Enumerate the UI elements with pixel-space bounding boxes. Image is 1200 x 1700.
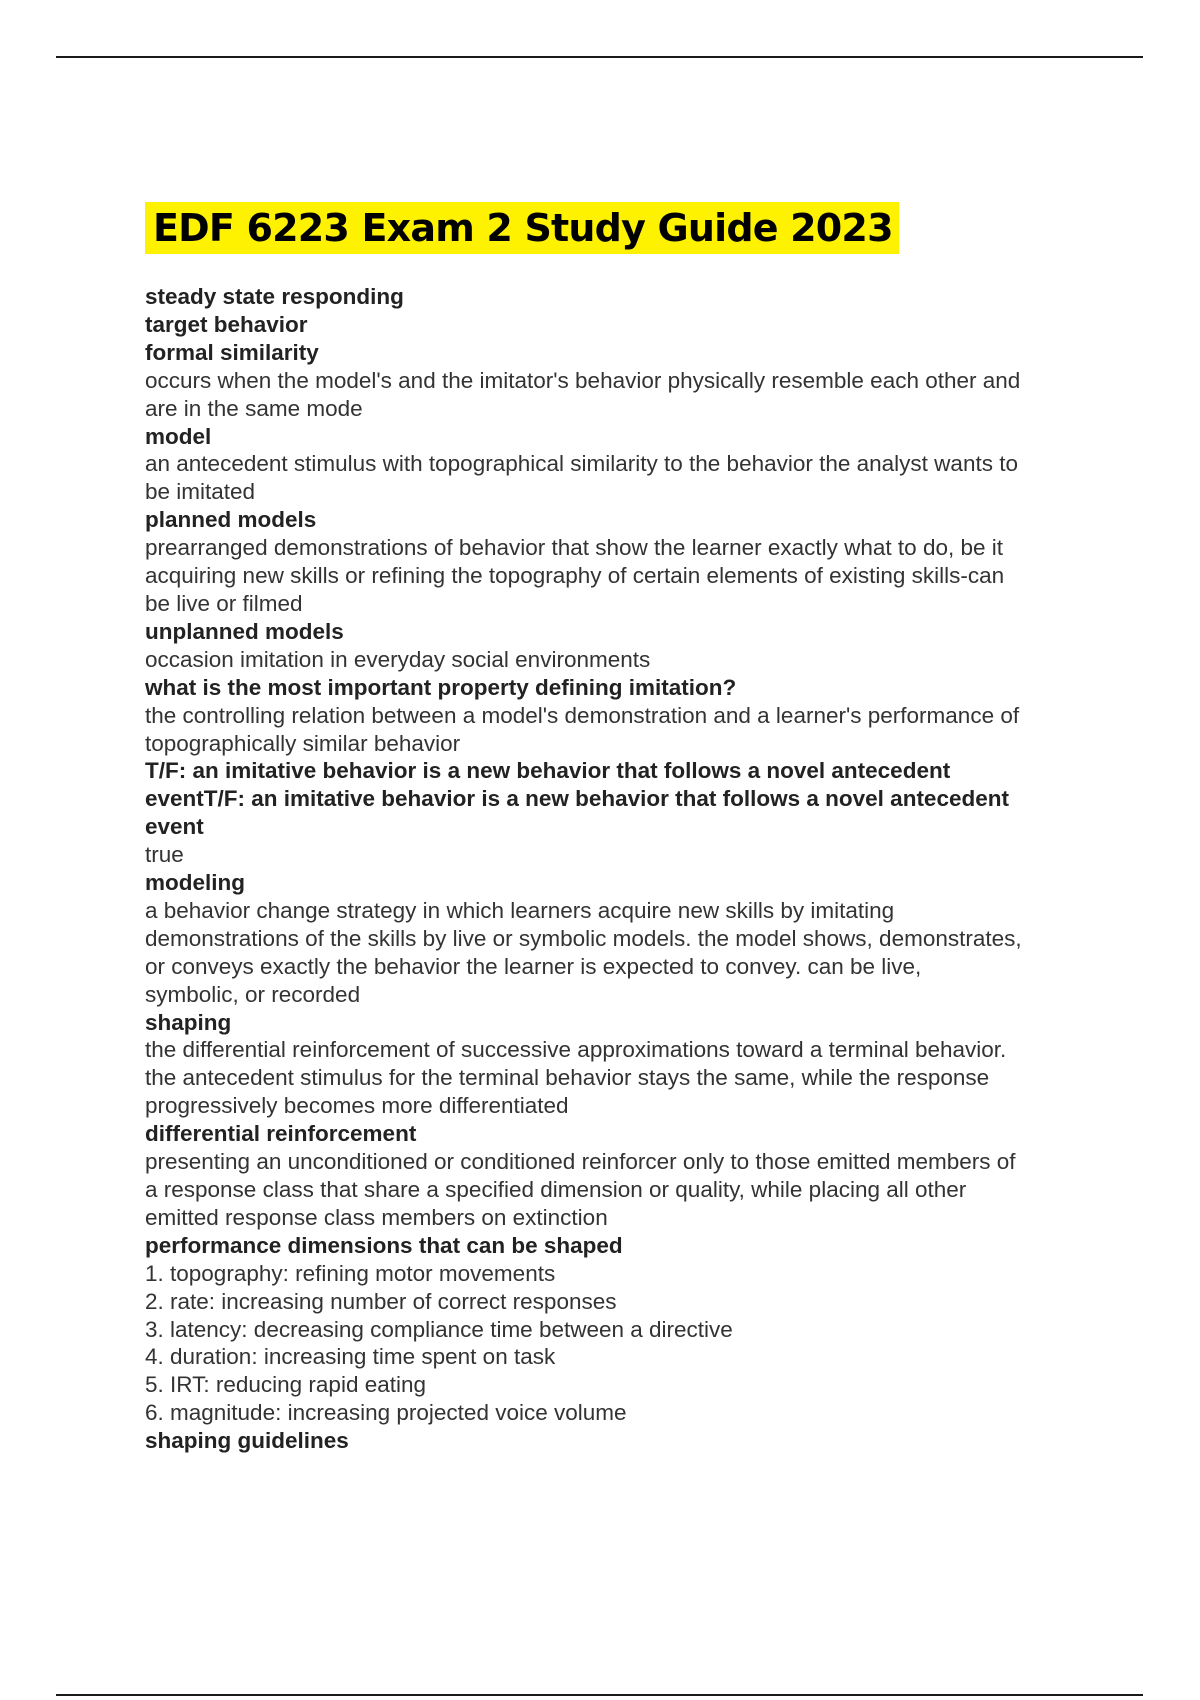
definition-line: presenting an unconditioned or conditioned reinforcer only to those emitted members of (145, 1149, 1016, 1175)
term-heading: planned models (145, 507, 317, 533)
term-heading: performance dimensions that can be shaped (145, 1232, 623, 1258)
definition-line: an antecedent stimulus with topographical similarity to the behavior the analyst wants to (145, 451, 1018, 477)
definition-line: 3. latency: decreasing compliance time between a directive (145, 1316, 733, 1342)
term-heading: shaping (145, 1009, 232, 1035)
definition-line: or conveys exactly the behavior the learner is expected to convey. can be live, (145, 953, 922, 979)
term-heading: model (145, 423, 212, 449)
term-heading: event (145, 814, 204, 840)
definition-line: occurs when the model's and the imitator's behavior physically resemble each other and (145, 367, 1021, 393)
definition-line: 2. rate: increasing number of correct responses (145, 1288, 617, 1314)
definition-line: progressively becomes more differentiated (145, 1093, 569, 1119)
definition-line: be live or filmed (145, 590, 303, 616)
term-heading: target behavior (145, 311, 308, 337)
term-heading: eventT/F: an imitative behavior is a new behavior that follows a novel antecedent (145, 786, 1009, 812)
definition-line: the differential reinforcement of successive approximations toward a terminal behavior. (145, 1037, 1007, 1063)
document-title: EDF 6223 Exam 2 Study Guide 2023 (145, 202, 899, 254)
definition-line: demonstrations of the skills by live or symbolic models. the model shows, demonstrates, (145, 925, 1022, 951)
term-heading: T/F: an imitative behavior is a new behavior that follows a novel antecedent (145, 758, 951, 784)
definition-line: a response class that share a specified dimension or quality, while placing all other (145, 1177, 967, 1202)
definition-line: 5. IRT: reducing rapid eating (145, 1372, 427, 1398)
definition-line: 6. magnitude: increasing projected voice volume (145, 1400, 627, 1426)
term-heading: differential reinforcement (145, 1121, 417, 1147)
footer-rule (56, 1694, 1143, 1696)
definition-line: the antecedent stimulus for the terminal behavior stays the same, while the response (145, 1065, 990, 1091)
definition-line: symbolic, or recorded (145, 981, 361, 1007)
definition-line: occasion imitation in everyday social environments (145, 646, 651, 672)
definition-line: are in the same mode (145, 395, 363, 421)
header-rule (56, 56, 1143, 58)
definition-line: be imitated (145, 479, 256, 505)
term-heading: what is the most important property defining imitation? (145, 674, 737, 700)
definition-line: topographically similar behavior (145, 730, 461, 756)
term-heading: formal similarity (145, 339, 319, 365)
term-heading: shaping guidelines (145, 1428, 349, 1454)
definition-line: the controlling relation between a model's demonstration and a learner's performance of (145, 702, 1020, 728)
study-guide-body (145, 283, 1095, 1455)
definition-line: true (145, 842, 184, 868)
definition-line: prearranged demonstrations of behavior that show the learner exactly what to do, be it (145, 535, 1003, 561)
definition-line: 4. duration: increasing time spent on task (145, 1344, 556, 1370)
definition-line: acquiring new skills or refining the topography of certain elements of existing skills-can (145, 563, 1005, 589)
definition-line: a behavior change strategy in which learners acquire new skills by imitating (145, 897, 895, 923)
term-heading: modeling (145, 870, 245, 896)
definition-line: 1. topography: refining motor movements (145, 1260, 556, 1286)
term-heading: unplanned models (145, 618, 344, 644)
definition-line: emitted response class members on extinction (145, 1204, 608, 1230)
term-heading: steady state responding (145, 284, 404, 309)
